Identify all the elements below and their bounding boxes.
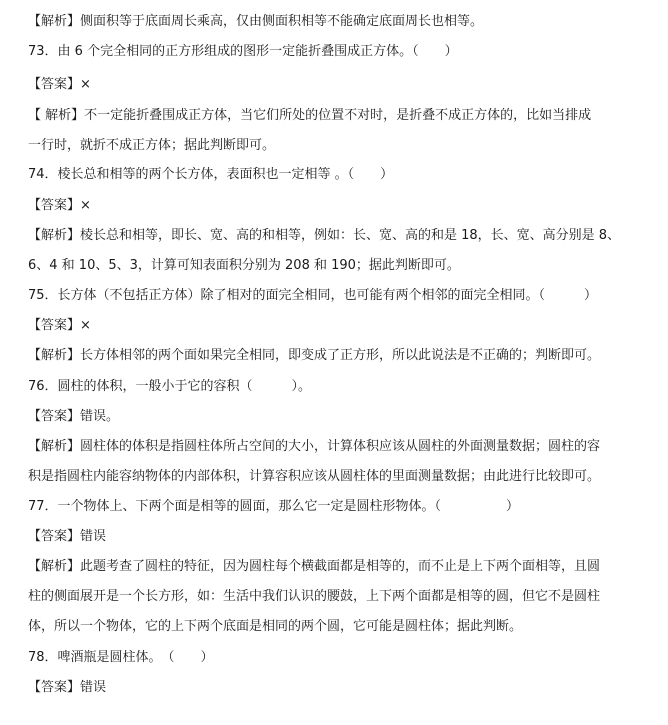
answer-78: 【答案】错误 (28, 680, 107, 695)
question-74: 74．棱长总和相等的两个长方体，表面积也一定相等 。（ ） (28, 167, 394, 182)
analysis-74-line-2: 6、4 和 10、5、3，计算可知表面积分别为 208 和 190；据此判断即可。 (28, 258, 460, 273)
question-77: 77．一个物体上、下两个面是相等的圆面，那么它一定是圆柱形物体。（ ） (28, 499, 520, 514)
analysis-72: 【解析】侧面积等于底面周长乘高，仅由侧面积相等不能确定底面周长也相等。 (28, 14, 484, 29)
question-76: 76．圆柱的体积，一般小于它的容积（ ）。 (28, 379, 312, 394)
analysis-77-line-1: 【解析】此题考查了圆柱的特征，因为圆柱每个横截面都是相等的，而不止是上下两个面相等，且圆 (28, 559, 601, 574)
question-78: 78．啤酒瓶是圆柱体。 （ ） (28, 650, 214, 665)
analysis-77-line-3: 体，所以一个物体，它的上下两个底面是相同的两个圆，它可能是圆柱体；据此判断。 (28, 619, 523, 634)
analysis-75: 【解析】长方体相邻的两个面如果完全相同，即变成了正方形，所以此说法是不正确的；判断即可。 (28, 348, 601, 363)
answer-77: 【答案】错误 (28, 529, 107, 544)
answer-73: 【答案】× (28, 77, 91, 92)
analysis-77-line-2: 柱的侧面展开是一个长方形，如：生活中我们认识的腰鼓，上下两个面都是相等的圆，但它不是圆柱 (28, 589, 601, 604)
analysis-73-line-1: 【 解析】不一定能折叠围成正方体，当它们所处的位置不对时，是折叠不成正方体的，比如当排成 (28, 108, 592, 123)
answer-76: 【答案】错误。 (28, 409, 120, 424)
analysis-76-line-2: 积是指圆柱内能容纳物体的内部体积，计算容积应该从圆柱体的里面测量数据；由此进行比较即可。 (28, 469, 601, 484)
question-75: 75．长方体（不包括正方体）除了相对的面完全相同，也可能有两个相邻的面完全相同。（ ） (28, 288, 598, 303)
analysis-74-line-1: 【解析】棱长总和相等，即长、宽、高的和相等，例如：长、宽、高的和是 18，长、宽、高分别是 8、 (28, 228, 621, 243)
analysis-73-line-2: 一行时，就折不成正方体；据此判断即可。 (28, 138, 276, 153)
analysis-76-line-1: 【解析】圆柱体的体积是指圆柱体所占空间的大小，计算体积应该从圆柱的外面测量数据；圆柱的容 (28, 439, 601, 454)
answer-74: 【答案】× (28, 198, 91, 213)
question-73: 73．由 6 个完全相同的正方形组成的图形一定能折叠围成正方体。（ ） (28, 44, 458, 59)
answer-75: 【答案】× (28, 318, 91, 333)
